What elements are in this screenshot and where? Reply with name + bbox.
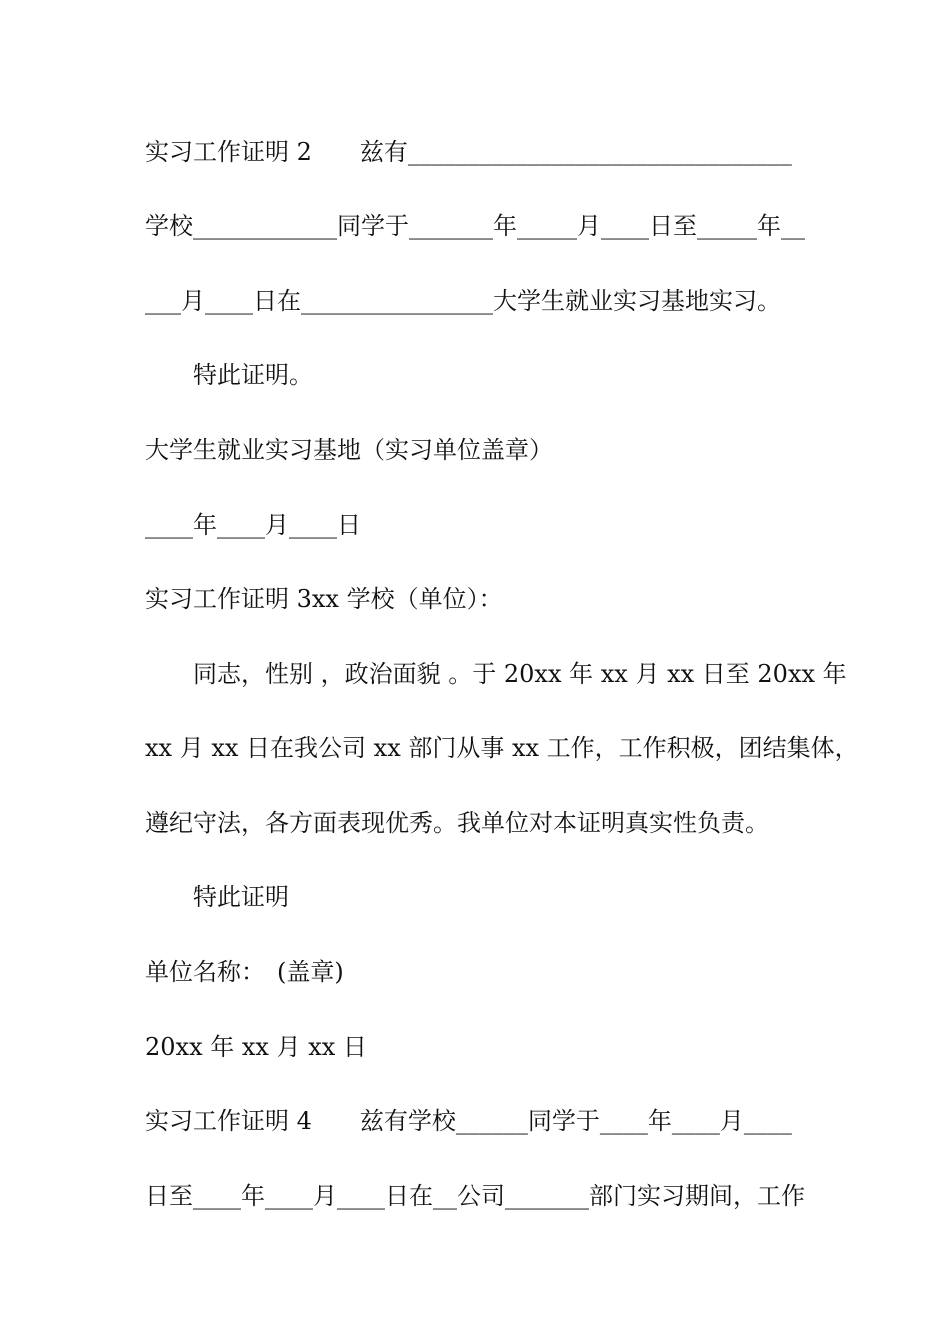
certificate-3-closing: 特此证明 [193,883,289,911]
certificate-2-closing: 特此证明。 [193,361,313,389]
certificate-4-title-line: 实习工作证明 4 兹有学校______同学于____年____月____ [145,1107,792,1135]
certificate-4-body-line-1: 日至____年____月____日在__公司_______部门实习期间，工作 [145,1182,805,1210]
certificate-3-body-line-1: 同志，性别 ，政治面貌 。于 20xx 年 xx 月 xx 日至 20xx 年 [193,660,847,688]
certificate-3-date: 20xx 年 xx 月 xx 日 [145,1033,367,1061]
certificate-3-body-line-3: 遵纪守法，各方面表现优秀。我单位对本证明真实性负责。 [145,809,769,837]
certificate-2-body-line-2: ___月____日在________________大学生就业实习基地实习。 [145,287,781,315]
certificate-2-title-line: 实习工作证明 2 兹有________________________________ [145,138,792,166]
certificate-2-date: ____年____月____日 [145,511,361,539]
certificate-3-title-line: 实习工作证明 3xx 学校（单位）： [145,585,503,613]
certificate-2-issuer: 大学生就业实习基地（实习单位盖章） [145,436,553,464]
certificate-3-issuer: 单位名称： (盖章) [145,958,344,986]
certificate-3-body-line-2: xx 月 xx 日在我公司 xx 部门从事 xx 工作，工作积极，团结集体， [145,734,859,762]
certificate-2-body-line-1: 学校____________同学于_______年_____月____日至_____年__ [145,212,805,240]
